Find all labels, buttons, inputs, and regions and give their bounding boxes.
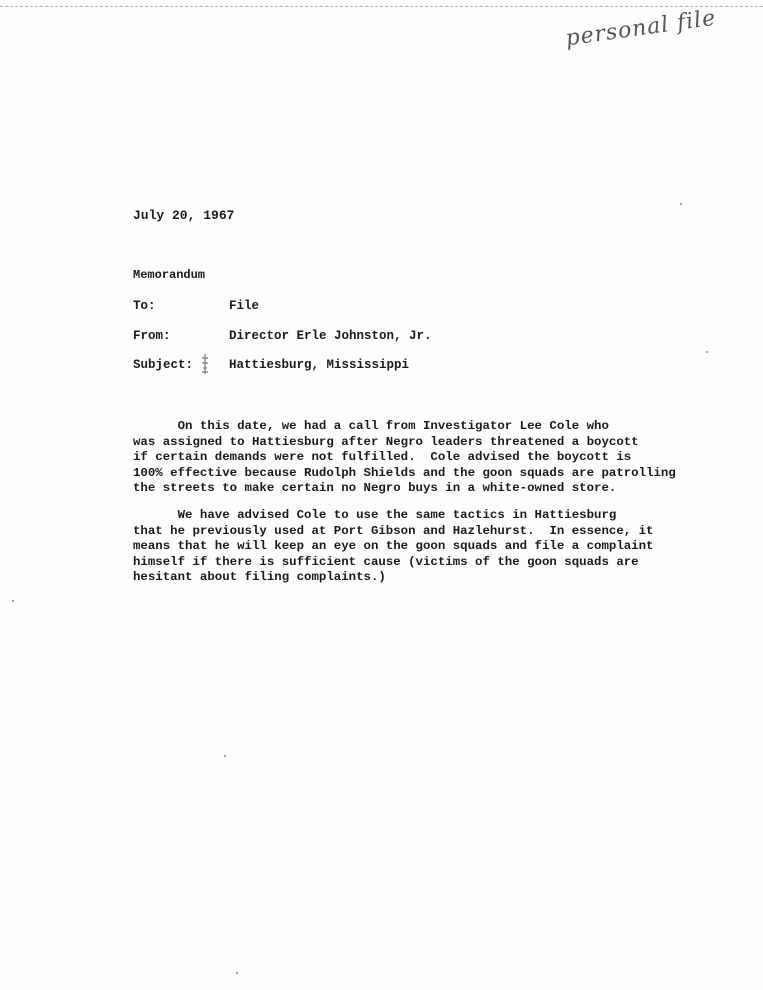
scan-speck [680,203,682,205]
from-label: From: [133,329,171,343]
scan-speck [12,600,14,602]
memo-subject-row [133,358,409,372]
subject-value: Hattiesburg, Mississippi [229,358,410,372]
scan-speck [706,351,708,353]
page-top-edge [0,0,763,7]
scan-speck [224,755,226,757]
memo-paragraph-2: We have advised Cole to use the same tactics in Hattiesburg that he previously used at Port Gibson and Hazlehurst. In essence, it means that he will keep an eye on the goon squads and file a complaint himself if there is sufficient cause (victims of the goon squads are hesitant about filing complaints.) [133,508,654,584]
to-value: File [229,299,260,313]
subject-label: Subject: [133,358,194,372]
memo-heading: Memorandum [133,268,206,282]
from-value: Director Erle Johnston, Jr. [229,329,432,343]
memo-paragraph-1: On this date, we had a call from Investigator Lee Cole who was assigned to Hattiesburg after Negro leaders threatened a boycott if certain demands were not fulfilled. Cole advised the boycott is 100% effective because Rudolph Shields and the goon squads are patrolling the streets to make certain no Negro buys in a white-owned store. [133,419,676,495]
memo-date: July 20, 1967 [133,208,235,223]
to-label: To: [133,299,156,313]
memo-to-row [133,299,259,313]
handwritten-annotation: personal file [563,5,718,52]
memo-from-row [133,329,432,343]
scan-speck [236,972,238,974]
